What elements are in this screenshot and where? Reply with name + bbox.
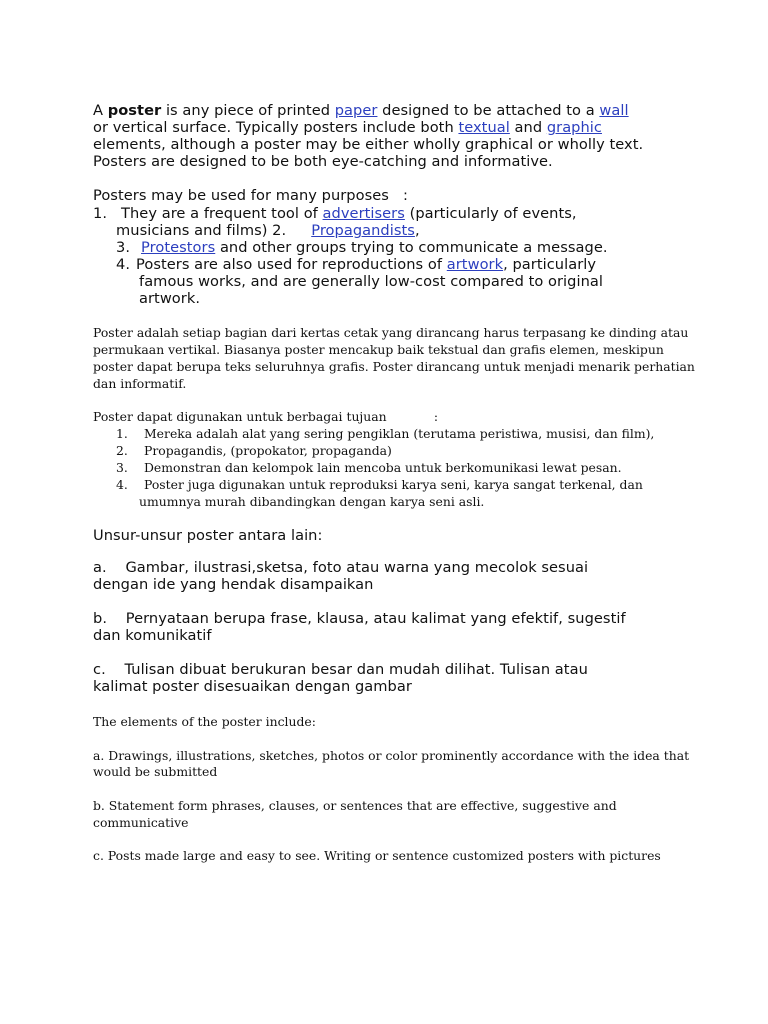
unsur-item-a-cont: dengan ide yang hendak disampaikan bbox=[93, 576, 374, 593]
unsur-item-b: b. Pernyataan berupa frase, klausa, atau kalimat yang efektif, sugestif bbox=[93, 610, 626, 627]
indo-line-1: Poster adalah setiap bagian dari kertas cetak yang dirancang harus terpasang ke dinding atau bbox=[93, 325, 689, 340]
list-number: 4. bbox=[116, 256, 131, 273]
intro-line-4: Posters are designed to be both eye-catching and informative. bbox=[93, 153, 553, 170]
link-graphic[interactable]: graphic bbox=[546, 119, 602, 136]
elements-item-b: b. Statement form phrases, clauses, or sentences that are effective, suggestive and bbox=[93, 798, 617, 813]
link-textual[interactable]: textual bbox=[458, 119, 510, 136]
list-text: musicians and films) 2. bbox=[116, 222, 287, 239]
link-protestors[interactable]: Protestors bbox=[141, 239, 216, 256]
list-number: 2. bbox=[116, 443, 128, 458]
list-number: 1. bbox=[116, 426, 128, 441]
purposes-heading: Posters may be used for many purposes : bbox=[93, 187, 408, 204]
indo-list-item bbox=[116, 425, 654, 442]
list-text: and other groups trying to communicate a message. bbox=[215, 239, 608, 256]
list-text: , bbox=[414, 222, 420, 239]
intro-text: designed to be attached to a bbox=[377, 102, 600, 119]
list-text: They are a frequent tool of bbox=[121, 205, 323, 222]
purpose-item-1 bbox=[93, 205, 577, 222]
list-number: 3. bbox=[116, 460, 128, 475]
elements-item-a: a. Drawings, illustrations, sketches, photos or color prominently accordance with the idea that bbox=[93, 748, 690, 763]
unsur-item-c: c. Tulisan dibuat berukuran besar dan mudah dilihat. Tulisan atau bbox=[93, 661, 588, 678]
list-number: 3. bbox=[116, 239, 131, 256]
purpose-item-4-cont: famous works, and are generally low-cost compared to original bbox=[139, 273, 603, 290]
list-number: 1. bbox=[93, 205, 108, 222]
elements-heading: The elements of the poster include: bbox=[93, 714, 316, 729]
unsur-item-b-cont: dan komunikatif bbox=[93, 627, 212, 644]
elements-item-b-cont: communicative bbox=[93, 815, 189, 830]
list-text: Propagandis, (propokator, propaganda) bbox=[144, 443, 392, 458]
indo-list-item bbox=[116, 442, 392, 459]
elements-item-a-cont: would be submitted bbox=[93, 764, 218, 779]
intro-text: is any piece of printed bbox=[161, 102, 335, 119]
list-text: Poster juga digunakan untuk reproduksi karya seni, karya sangat terkenal, dan bbox=[144, 477, 643, 492]
list-text: (particularly of events, bbox=[404, 205, 577, 222]
purpose-item-1-cont bbox=[116, 222, 420, 239]
link-paper[interactable]: paper bbox=[334, 102, 378, 119]
indo-list-item-cont: umumnya murah dibandingkan dengan karya seni asli. bbox=[139, 494, 485, 509]
purpose-item-4-cont: artwork. bbox=[139, 290, 201, 307]
list-text: Posters are also used for reproductions of bbox=[136, 256, 447, 273]
unsur-item-c-cont: kalimat poster disesuaikan dengan gambar bbox=[93, 678, 412, 695]
poster-term: poster bbox=[107, 102, 162, 119]
intro-line-3: elements, although a poster may be either wholly graphical or wholly text. bbox=[93, 136, 644, 153]
indo-line-2: permukaan vertikal. Biasanya poster mencakup baik tekstual dan grafis elemen, meskipun bbox=[93, 342, 664, 357]
intro-line-2 bbox=[93, 119, 602, 136]
indo-line-3: poster dapat berupa teks seluruhnya grafis. Poster dirancang untuk menjadi menarik perhatian bbox=[93, 359, 695, 374]
purpose-item-3 bbox=[116, 239, 608, 256]
list-text: Mereka adalah alat yang sering pengiklan (terutama peristiwa, musisi, dan film), bbox=[144, 426, 655, 441]
indo-list-heading: Poster dapat digunakan untuk berbagai tujuan : bbox=[93, 409, 439, 424]
list-number: 4. bbox=[116, 477, 128, 492]
link-wall[interactable]: wall bbox=[599, 102, 629, 119]
intro-text: A bbox=[93, 102, 108, 119]
unsur-item-a: a. Gambar, ilustrasi,sketsa, foto atau warna yang mecolok sesuai bbox=[93, 559, 589, 576]
link-artwork[interactable]: artwork bbox=[446, 256, 504, 273]
indo-list-item bbox=[116, 476, 643, 493]
purpose-item-4 bbox=[116, 256, 596, 273]
list-text: Demonstran dan kelompok lain mencoba untuk berkomunikasi lewat pesan. bbox=[144, 460, 622, 475]
elements-item-c: c. Posts made large and easy to see. Writing or sentence customized posters with pictures bbox=[93, 848, 661, 863]
indo-list-item bbox=[116, 459, 622, 476]
link-advertisers[interactable]: advertisers bbox=[322, 205, 405, 222]
link-propagandists[interactable]: Propagandists bbox=[311, 222, 415, 239]
intro-line-1 bbox=[93, 102, 629, 119]
list-text: , particularly bbox=[503, 256, 597, 273]
unsur-heading: Unsur-unsur poster antara lain: bbox=[93, 527, 323, 544]
indo-line-4: dan informatif. bbox=[93, 376, 187, 391]
intro-text: or vertical surface. Typically posters include both bbox=[93, 119, 459, 136]
intro-text: and bbox=[509, 119, 547, 136]
